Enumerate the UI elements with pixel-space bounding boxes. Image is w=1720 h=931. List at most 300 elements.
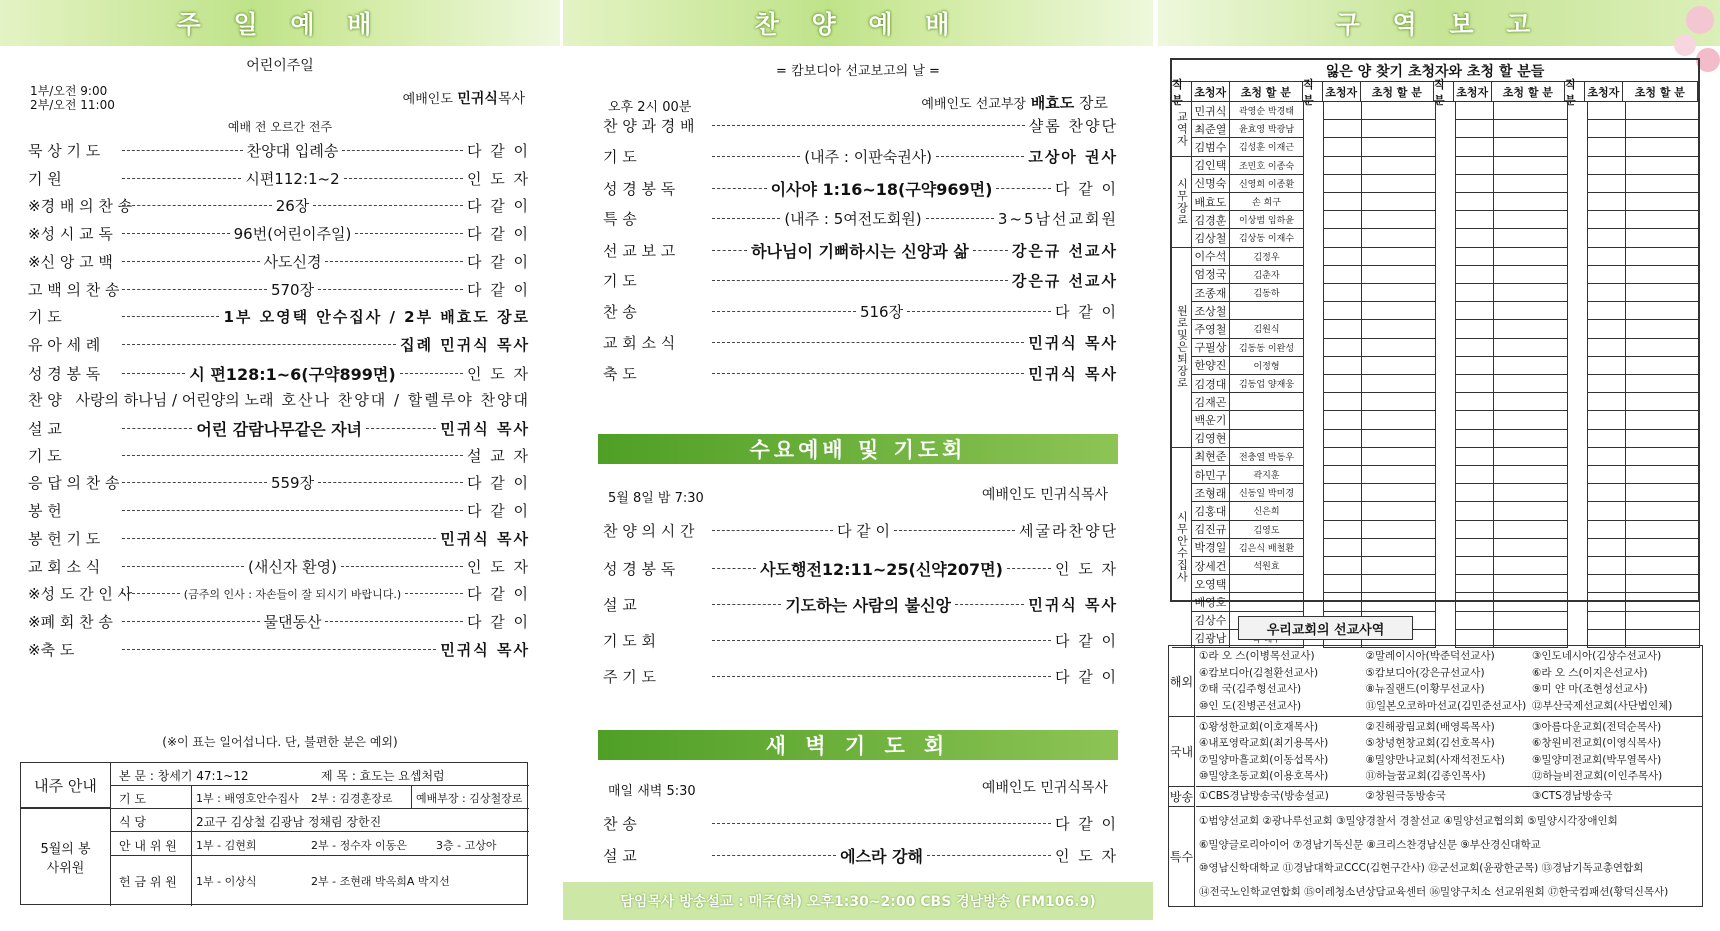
table-row (1324, 502, 1436, 520)
header-cell: 초청 할 분 (1623, 82, 1698, 101)
order-label: ※폐 회 찬 송 (28, 612, 113, 631)
table-row (1192, 120, 1304, 138)
mission-item: ⑩인 도(진병곤선교사) (1199, 699, 1302, 712)
inviter (1324, 302, 1362, 319)
leader: 예배인도 선교부장 배효도 장로 (921, 94, 1108, 112)
table-row (1456, 521, 1568, 539)
order-label: 축 도 (603, 365, 637, 383)
table-row (1324, 448, 1436, 466)
invitee (1362, 248, 1436, 265)
order-row (603, 146, 1118, 167)
table-row (1324, 229, 1436, 247)
invitee (1626, 211, 1700, 228)
inviter: 최준열 (1192, 120, 1230, 137)
table-row (1192, 411, 1304, 429)
table-row (1588, 612, 1700, 630)
dash-leader (973, 250, 1008, 251)
order-item: 시 편128:1~6(구약899면) (189, 364, 396, 384)
mission-item: ③아름다운교회(전덕순목사) (1532, 721, 1662, 734)
header-cell: 직분 (1565, 82, 1585, 101)
table-row (1588, 266, 1700, 284)
next-week-box: 내주 안내 본 문 : 창세기 47:1~12 제 목 : 효도는 요셉처럼 기 도 1부 : 배영호안수집사 2부 : 김경훈장로 예배부장 : 김상철장로 5월의 봉사위원 식 당 2교구 김상철 김광남 정채림 장한진 안 내 위 원 1부 - 김현희 2부 - 정수자 이동은 3층 - 고상아 헌 금 위 원 1부 - 이상식 2부 - 조현래 박옥희A 박지선 (20, 762, 528, 905)
order-label: 찬 송 (603, 303, 637, 321)
header-cell: 초청자 (1585, 82, 1623, 101)
mission-item: ⑩밀양초동교회(이용호목사) (1199, 769, 1329, 782)
table-row (1456, 357, 1568, 375)
order-label: 기 도 (603, 148, 637, 166)
mission-item: ⑨밀양미전교회(박무열목사) (1532, 753, 1662, 766)
table-row (1192, 339, 1304, 357)
table-row (1588, 248, 1700, 266)
table-row (1456, 229, 1568, 247)
order-row (603, 666, 1118, 687)
inviter (1324, 357, 1362, 374)
mission-list (1196, 646, 1702, 716)
order-row (28, 223, 530, 244)
invitee (1362, 393, 1436, 410)
invitee (1626, 157, 1700, 174)
invitee (1626, 248, 1700, 265)
invitee (1362, 229, 1436, 246)
order-row (603, 270, 1118, 291)
invitee (1494, 357, 1568, 374)
order-person: 집례 민귀식 목사 (400, 335, 530, 354)
inviter (1456, 557, 1494, 574)
dash-leader (344, 178, 463, 179)
order-label: 고 백 의 찬 송 (28, 280, 120, 299)
inviter (1456, 193, 1494, 210)
table-row (1588, 302, 1700, 320)
inviter (1588, 484, 1626, 501)
order-label: ※신 앙 고 백 (28, 252, 113, 271)
inviter (1324, 320, 1362, 337)
order-item: 물댄동산 (263, 612, 322, 631)
order-person: 다 같 이 (466, 225, 530, 244)
invitee (1362, 575, 1436, 592)
order-item: 사도행전12:11~25(신약207면) (760, 559, 1003, 579)
order-label: ※성 시 교 독 (28, 225, 113, 244)
order-person: 다 같 이 (467, 252, 531, 271)
table-row (1192, 430, 1304, 448)
dash-leader (927, 855, 1051, 856)
invitee (1494, 320, 1568, 337)
table-row (1192, 102, 1304, 120)
dash-leader (712, 823, 1051, 824)
mission-item: ⑫하늘비전교회(이인주목사) (1532, 769, 1663, 782)
inviter (1324, 102, 1362, 119)
invitee (1494, 393, 1568, 410)
order-row (603, 239, 1118, 262)
order-row (28, 417, 530, 440)
invitee (1626, 430, 1700, 447)
table-row (1456, 539, 1568, 557)
dawn-header: 새 벽 기 도 회 (598, 730, 1118, 760)
table-row (1588, 102, 1700, 120)
invitee (1362, 593, 1436, 610)
invitee (1494, 612, 1568, 629)
table-row (1192, 266, 1304, 284)
section-header: 구 역 보 고 (1158, 0, 1720, 46)
inviter (1588, 339, 1626, 356)
mission-item: ⑦태 국(김주형선교사) (1199, 683, 1302, 696)
mission-kind: 방송 (1169, 786, 1195, 806)
order-person: 다 같 이 (1055, 303, 1119, 321)
inviter (1588, 575, 1626, 592)
mission-item: ⑪하늘꿈교회(김종인목사) (1365, 769, 1486, 782)
table-row (1324, 557, 1436, 575)
inviter (1588, 193, 1626, 210)
invitee (1362, 302, 1436, 319)
order-label: ※성 도 간 인 사 (28, 585, 133, 604)
inviter (1456, 430, 1494, 447)
table-row (1456, 302, 1568, 320)
invitee: 이정형 (1230, 357, 1304, 374)
table-row (1456, 266, 1568, 284)
table-row (1456, 339, 1568, 357)
header-cell: 초청자 (1192, 82, 1230, 101)
inviter (1456, 357, 1494, 374)
table-row (1324, 120, 1436, 138)
invitee (1494, 502, 1568, 519)
mission-item: ⑭전국노인학교연합회 ⑮이레청소년상담교육센터 ⑯밀양구치소 선교위원회 ⑰한국컴패션(황덕신목사) (1199, 886, 1669, 899)
inviter (1456, 593, 1494, 610)
mission-item: ⑥밀양글로리아이어 ⑦경남기독신문 ⑧크리스찬경남신문 ⑨부산경신대학교 (1199, 838, 1541, 851)
empty-group (1568, 102, 1588, 648)
table-row (1192, 284, 1304, 302)
table-row (1324, 248, 1436, 266)
order-item: (금주의 인사 : 자손들이 잘 되시기 바랍니다.) (183, 587, 402, 601)
table-row (1456, 102, 1568, 120)
invitee (1362, 430, 1436, 447)
table-row (1456, 320, 1568, 338)
invitee (1230, 302, 1304, 319)
order-person: 강은규 선교사 (1011, 272, 1118, 290)
dash-leader (318, 289, 463, 290)
invitee (1362, 557, 1436, 574)
inviter: 김상수 (1192, 612, 1230, 629)
invitee: 김은식 배철환 (1230, 539, 1304, 556)
invitee (1362, 284, 1436, 301)
order-row (603, 630, 1118, 651)
order-person: 민귀식 목사 (440, 420, 531, 438)
invitee (1362, 211, 1436, 228)
invitee (1626, 339, 1700, 356)
table-row (1324, 357, 1436, 375)
table-row (1456, 502, 1568, 520)
dash-leader (122, 233, 230, 234)
section-title: 주 일 예 배 (176, 10, 384, 39)
mission-list (1196, 716, 1702, 786)
invitee: 전충열 박동우 (1230, 448, 1304, 465)
inviter (1456, 229, 1494, 246)
order-row (28, 556, 530, 577)
inviter: 신명숙 (1192, 175, 1230, 192)
order-label: 찬 양 (28, 391, 62, 410)
order-row (603, 115, 1118, 136)
order-row (28, 528, 530, 549)
invitee: 김동업 양재웅 (1230, 375, 1304, 392)
mission-item: ⑤창녕현창교회(김선호목사) (1365, 737, 1495, 750)
invitee (1494, 102, 1568, 119)
order-person: 민귀식 목사 (1028, 596, 1119, 614)
table-row (1456, 557, 1568, 575)
time-2: 2부/오전 11:00 (30, 98, 115, 112)
inviter (1588, 375, 1626, 392)
table-row (1324, 521, 1436, 539)
invitee: 김영도 (1230, 521, 1304, 538)
inviter (1324, 211, 1362, 228)
inviter (1588, 393, 1626, 410)
table-row (1324, 211, 1436, 229)
order-person: 다 같 이 (467, 280, 531, 299)
invitee (1494, 539, 1568, 556)
dash-leader (122, 566, 244, 567)
order-person: 다 같 이 (1054, 815, 1118, 833)
order-person: 설 교 자 (466, 446, 530, 465)
table-row (1588, 193, 1700, 211)
order-row (28, 445, 530, 466)
inviter (1324, 157, 1362, 174)
invitee: 손 희구 (1230, 193, 1304, 210)
order-row (28, 639, 530, 660)
order-label: 주 기 도 (603, 668, 657, 686)
inviter (1456, 284, 1494, 301)
invitee (1494, 575, 1568, 592)
mission-item: ⑫부산국제선교회(사단법인체) (1532, 699, 1673, 712)
dash-leader (325, 621, 463, 622)
table-row (1192, 211, 1304, 229)
table-row (1588, 484, 1700, 502)
dash-leader (122, 593, 180, 594)
table-row (1192, 375, 1304, 393)
inviter (1456, 393, 1494, 410)
order-row (28, 362, 530, 385)
order-label: 교 회 소 식 (28, 557, 101, 576)
order-item: 하나님이 기뻐하시는 신앙과 삶 (751, 242, 969, 261)
order-row (28, 583, 530, 604)
invitee (1494, 484, 1568, 501)
inviter (1588, 612, 1626, 629)
inviter (1324, 448, 1362, 465)
table-row (1324, 375, 1436, 393)
table-row (1456, 575, 1568, 593)
inviter: 김광남 (1192, 630, 1230, 647)
invitee: 이상범 임하윤 (1230, 211, 1304, 228)
order-item: 기도하는 사람의 불신앙 (785, 596, 952, 615)
order-label: 봉 헌 (28, 502, 62, 521)
dash-leader (712, 156, 800, 157)
order-person: 인 도 자 (467, 557, 531, 576)
praise-worship-column (563, 0, 1153, 920)
inviter (1588, 539, 1626, 556)
table-row (1192, 484, 1304, 502)
invitee (1362, 357, 1436, 374)
order-label: 설 교 (28, 420, 62, 438)
invitee (1362, 521, 1436, 538)
invitee (1362, 339, 1436, 356)
dash-leader (318, 482, 463, 483)
dash-leader (122, 373, 185, 374)
dash-leader (122, 649, 436, 650)
table-row (1324, 320, 1436, 338)
order-label: 성 경 봉 독 (603, 559, 676, 578)
order-row (603, 363, 1118, 384)
wed-time: 5월 8일 밤 7:30 (608, 491, 704, 506)
table-row (1192, 448, 1304, 466)
order-row (28, 389, 530, 410)
inviter: 김경대 (1192, 375, 1230, 392)
invitee (1626, 448, 1700, 465)
table-row (1324, 466, 1436, 484)
mission-item: ①왕성한교회(이호재목사) (1199, 721, 1319, 734)
inviter (1456, 120, 1494, 137)
inviter (1324, 466, 1362, 483)
order-person: 샬롬 찬양단 (1028, 117, 1118, 135)
invitee (1494, 248, 1568, 265)
invitee (1494, 193, 1568, 210)
table-row (1192, 320, 1304, 338)
dash-leader (1007, 568, 1051, 569)
invitee (1494, 411, 1568, 428)
order-label: 특 송 (603, 210, 637, 228)
invitee (1230, 411, 1304, 428)
table-row (1192, 502, 1304, 520)
invitee: 석원효 (1230, 557, 1304, 574)
order-item: 에스라 강해 (840, 847, 923, 866)
dash-leader (122, 289, 267, 290)
table-row (1192, 229, 1304, 247)
mission-list (1196, 786, 1702, 806)
order-label: 기 도 (28, 308, 62, 327)
inviter: 김진규 (1192, 521, 1230, 538)
mission-item: ①라 오 스(이병목선교사) (1199, 650, 1315, 663)
table-row (1192, 302, 1304, 320)
inviter (1588, 521, 1626, 538)
invitee (1362, 466, 1436, 483)
table-row (1324, 266, 1436, 284)
invitee: 조민호 이종숙 (1230, 157, 1304, 174)
time-1: 1부/오전 9:00 (30, 84, 108, 98)
table-row (1456, 175, 1568, 193)
time: 오후 2시 00분 (608, 100, 692, 115)
invitee (1362, 102, 1436, 119)
order-label: 찬 양 의 시 간 (603, 522, 695, 540)
order-person: 다 같 이 (1055, 180, 1119, 198)
invitee (1494, 120, 1568, 137)
table-row (1192, 539, 1304, 557)
inviter: 김영현 (1192, 430, 1230, 447)
dash-leader (712, 855, 836, 856)
mission-item: ②말레이시아(박준덕선교사) (1365, 650, 1495, 663)
invitee (1494, 466, 1568, 483)
invitee (1494, 430, 1568, 447)
dash-leader (313, 205, 463, 206)
order-person: 강은규 선교사 (1011, 242, 1118, 260)
mission-item: ⑧뉴질랜드(이황무선교사) (1365, 683, 1485, 696)
order-item: 이사야 1:16~18(구약969면) (770, 180, 993, 199)
invitee: 곽영순 박경태 (1230, 102, 1304, 119)
dash-leader (122, 538, 436, 539)
dash-leader (405, 593, 463, 594)
dash-leader (122, 316, 219, 317)
inviter: 엄정국 (1192, 266, 1230, 283)
inviter (1324, 375, 1362, 392)
table-row (1192, 521, 1304, 539)
inviter (1324, 557, 1362, 574)
dash-leader (342, 150, 463, 151)
table-row (1324, 393, 1436, 411)
inviter (1456, 411, 1494, 428)
inviter: 주영철 (1192, 320, 1230, 337)
invitee (1626, 575, 1700, 592)
order-item: 96번(어린이주일) (233, 225, 352, 244)
table-row (1456, 284, 1568, 302)
invitee (1362, 193, 1436, 210)
table-row (1456, 612, 1568, 630)
inviter: 배영호 (1192, 593, 1230, 610)
inviter (1588, 211, 1626, 228)
order-item: (내주 : 5여전도회원) (784, 210, 922, 228)
order-label: 유 아 세 례 (28, 335, 101, 354)
order-item: 찬양대 입례송 (246, 142, 339, 160)
dash-leader (366, 428, 436, 429)
table-row (1192, 138, 1304, 156)
inviter (1456, 521, 1494, 538)
invitee (1362, 411, 1436, 428)
dash-leader (122, 482, 267, 483)
invitee (1362, 138, 1436, 155)
table-row (1456, 448, 1568, 466)
order-label: 기 도 (28, 446, 62, 465)
inviter (1324, 284, 1362, 301)
order-person: 다 같 이 (1054, 668, 1118, 686)
invitee (1626, 466, 1700, 483)
invitee (1626, 266, 1700, 283)
dash-leader (122, 621, 260, 622)
order-person: 다 같 이 (466, 197, 530, 216)
invitee: 김정우 (1230, 248, 1304, 265)
dash-leader (122, 455, 463, 456)
order-label: 기 도 회 (603, 631, 657, 650)
order-label: 선 교 보 고 (603, 242, 676, 260)
dash-leader (122, 510, 463, 511)
invitee (1230, 575, 1304, 592)
invitee (1494, 266, 1568, 283)
mission-item: ⑧밀양만나교회(사재석전도사) (1365, 753, 1505, 766)
inviter (1456, 448, 1494, 465)
empty-group (1304, 102, 1324, 648)
dash-leader (907, 311, 1051, 312)
inviter: 하민구 (1192, 466, 1230, 483)
invitee (1626, 393, 1700, 410)
invitee: 신은희 (1230, 502, 1304, 519)
invitee (1362, 484, 1436, 501)
invitee: 김원식 (1230, 320, 1304, 337)
inviter (1588, 302, 1626, 319)
mission-item: ②창원극동방송국 (1365, 790, 1446, 803)
invitee (1230, 393, 1304, 410)
invitee: 김동하 (1230, 284, 1304, 301)
order-label: 성 경 봉 독 (28, 364, 101, 383)
inviter: 최현준 (1192, 448, 1230, 465)
group-label: 시무장로 (1172, 157, 1192, 248)
invitee (1626, 102, 1700, 119)
table-row (1192, 557, 1304, 575)
table-row (1324, 175, 1436, 193)
dash-leader (122, 178, 241, 179)
dash-leader (712, 342, 1024, 343)
table-row (1324, 593, 1436, 611)
